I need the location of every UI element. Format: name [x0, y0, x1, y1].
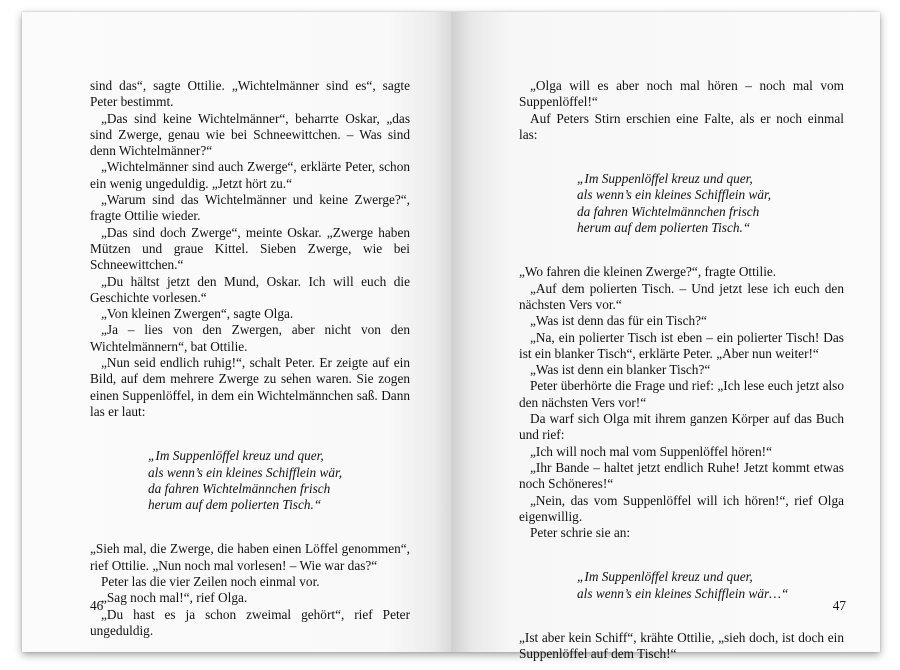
- page-number-right: 47: [832, 598, 846, 613]
- left-page-text: [90, 78, 410, 639]
- paragraph: „Das sind doch Zwerge“, meinte Oskar. „Zwerge haben Mützen und graue Kittel. Sieben Zwerge, wie bei Schneewittchen.“: [90, 224, 410, 273]
- paragraph: „Wichtelmänner sind auch Zwerge“, erklärte Peter, schon ein wenig ungeduldig. „Jetzt hört zu.“: [90, 159, 410, 191]
- paragraph: sind das“, sagte Ottilie. „Wichtelmänner sind es“, sagte Peter bestimmt.: [90, 78, 410, 110]
- right-page-text: [519, 78, 844, 663]
- paragraph: „Du hältst jetzt den Mund, Oskar. Ich will euch die Geschichte vorlesen.“: [90, 273, 410, 305]
- paragraph: „Nein, das vom Suppenlöffel will ich hören!“, rief Olga eigenwillig.: [519, 492, 844, 524]
- right-page: [451, 12, 880, 662]
- paragraph: „Du hast es ja schon zweimal gehört“, rief Peter ungeduldig.: [90, 606, 410, 638]
- page-number-left: 46: [90, 598, 104, 613]
- right-verse-2: [519, 569, 844, 602]
- paragraph: Da warf sich Olga mit ihrem ganzen Körper auf das Buch und rief:: [519, 411, 844, 443]
- paragraph: „Sieh mal, die Zwerge, die haben einen Löffel genommen“, rief Ottilie. „Nun noch mal vorlesen! – Wie war das?“: [90, 541, 410, 573]
- paragraph: „Nun seid endlich ruhig!“, schalt Peter. Er zeigte auf ein Bild, auf dem mehrere Zwerge zu sehen waren. Sie zogen einen Suppenlöffel, in dem ein Wichtelmännchen saß. Dann las er laut:: [90, 355, 410, 419]
- paragraph: „Ja – lies von den Zwergen, aber nicht von den Wichtelmännern“, bat Ottilie.: [90, 322, 410, 354]
- paragraph: „Na, ein polierter Tisch ist eben – ein polierter Tisch! Das ist ein blanker Tisch“, erklärte Peter. „Aber nun weiter!“: [519, 329, 844, 361]
- right-paragraphs-c: [519, 630, 844, 663]
- paragraph: „Das sind keine Wichtelmänner“, beharrte Oskar, „das sind Zwerge, genau wie bei Schneewittchen. – Was sind denn Wichtelmänner?“: [90, 110, 410, 159]
- paragraph: „Ist aber kein Schiff“, krähte Ottilie, „sieh doch, ist doch ein Suppenlöffel auf dem Tisch!“: [519, 630, 844, 662]
- verse-line: da fahren Wichtelmännchen frisch: [148, 480, 331, 496]
- paragraph: „Was ist denn ein blanker Tisch?“: [530, 362, 711, 378]
- paragraph: Peter überhörte die Frage und rief: „Ich lese euch jetzt also den nächsten Vers vor!“: [519, 378, 844, 410]
- verse-line: als wenn’s ein kleines Schifflein wär,: [148, 464, 343, 480]
- right-paragraphs-b: [519, 264, 844, 541]
- verse-line: da fahren Wichtelmännchen frisch: [577, 203, 760, 219]
- left-paragraphs-b: [90, 541, 410, 639]
- verse-line: als wenn’s ein kleines Schifflein wär…“: [577, 585, 789, 601]
- left-page: [22, 12, 451, 652]
- paragraph: „Wo fahren die kleinen Zwerge?“, fragte Ottilie.: [519, 264, 777, 280]
- verse-line: als wenn’s ein kleines Schifflein wär,: [577, 187, 772, 203]
- paragraph: Peter schrie sie an:: [530, 525, 631, 541]
- paragraph: „Von kleinen Zwergen“, sagte Olga.: [101, 306, 294, 322]
- paragraph: „Ich will noch mal vom Suppenlöffel hören!“: [530, 443, 772, 459]
- paragraph: „Olga will es aber noch mal hören – noch mal vom Suppenlöffel!“: [519, 78, 844, 110]
- paragraph: „Warum sind das Wichtelmänner und keine Zwerge?“, fragte Ottilie wieder.: [90, 192, 410, 224]
- right-verse-1: [519, 171, 844, 236]
- verse-line: herum auf dem polierten Tisch.“: [148, 497, 322, 513]
- verse-line: herum auf dem polierten Tisch.“: [577, 220, 751, 236]
- left-paragraphs-a: [90, 78, 410, 420]
- paragraph: „Sag noch mal!“, rief Olga.: [101, 590, 248, 606]
- verse-line: „Im Suppenlöffel kreuz und quer,: [577, 569, 753, 585]
- paragraph: Peter las die vier Zeilen noch einmal vor.: [101, 574, 320, 590]
- paragraph: „Ihr Bande – haltet jetzt endlich Ruhe! Jetzt kommt etwas noch Schöneres!“: [519, 459, 844, 492]
- verse-line: „Im Suppenlöffel kreuz und quer,: [148, 448, 324, 464]
- left-verse: [90, 448, 410, 513]
- paragraph: „Auf dem polierten Tisch. – Und jetzt lese ich euch den nächsten Vers vor.“: [519, 280, 844, 312]
- paragraph: Auf Peters Stirn erschien eine Falte, als er noch einmal las:: [519, 110, 844, 142]
- open-book: [22, 12, 880, 662]
- verse-line: „Im Suppenlöffel kreuz und quer,: [577, 171, 753, 187]
- right-paragraphs-a: [519, 78, 844, 143]
- paragraph: „Was ist denn das für ein Tisch?“: [530, 313, 707, 329]
